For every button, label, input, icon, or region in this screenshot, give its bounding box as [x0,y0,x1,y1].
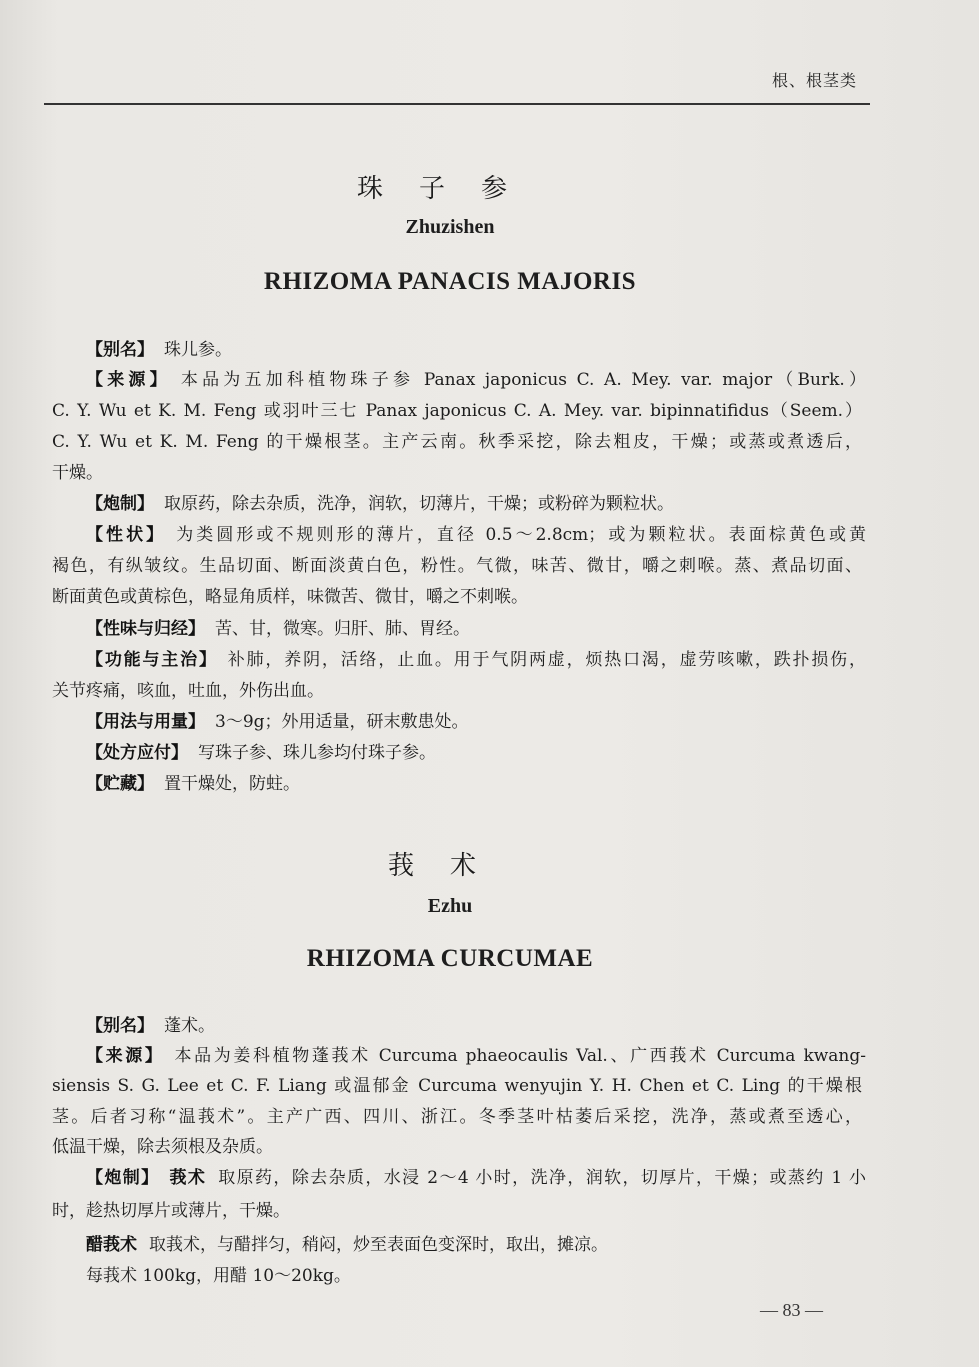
entry-title-cn: 莪术 [387,851,512,881]
section-tag: 【用法与用量】 [86,712,205,732]
function-line-1 [86,648,866,672]
section-text: 苦、甘，微寒。归肝、肺、胃经。 [215,619,470,639]
entry-title-latin: RHIZOMA PANACIS MAJORIS [263,268,637,295]
processing-line-2: 时，趁热切厚片或薄片，干燥。 [52,1201,290,1221]
source-line-3: 茎。后者习称“温莪术”。主产广西、四川、浙江。冬季茎叶枯萎后采挖，洗净，蒸或煮至透心， [52,1107,862,1127]
source-line-1 [86,368,866,392]
section-text: 本品为姜科植物蓬莪术 Curcuma phaeocaulis Val.、广西莪术 Curcuma kwang- [174,1046,867,1066]
processing-line [86,492,866,516]
processing-line-4: 每莪术 100kg，用醋 10～20kg。 [86,1266,351,1286]
source-line-2: siensis S. G. Lee et C. F. Liang 或温郁金 Curcuma wenyujin Y. H. Chen et C. Ling 的干燥根 [52,1076,862,1096]
running-header: 根、根茎类 [771,71,857,90]
source-line-2: C. Y. Wu et K. M. Feng 或羽叶三七 Panax japonicus C. A. Mey. var. bipinnatifidus（Seem.） [52,401,862,421]
entry-title-cn: 珠子参 [356,174,543,204]
section-tag: 【来源】 [86,370,171,390]
section-text: 写珠子参、珠儿参均付珠子参。 [198,743,436,763]
character-line-3: 断面黄色或黄棕色，略显角质样，味微苦、微甘，嚼之不刺喉。 [52,587,528,607]
alias-line [86,338,866,362]
taste-line [86,617,866,641]
entry-title-latin: RHIZOMA CURCUMAE [306,945,594,972]
section-text: 取莪术，与醋拌匀，稍闷，炒至表面色变深时，取出，摊凉。 [149,1235,608,1255]
source-line-1 [86,1044,866,1068]
processing-line-3 [86,1233,866,1257]
processing-line-1 [86,1166,866,1190]
section-tag: 【性状】 [86,525,167,545]
header-rule [44,103,870,105]
section-tag: 【别名】 [86,340,154,360]
section-text: 补肺，养阴，活络，止血。用于气阴两虚，烦热口渴，虚劳咳嗽，跌扑损伤， [227,650,867,670]
page-number: — 83 — [760,1300,823,1320]
entry-title-pinyin: Zhuzishen [405,216,495,238]
section-text: 3～9g；外用适量，研末敷患处。 [215,712,469,732]
section-tag: 【别名】 [86,1016,154,1036]
storage-line [86,772,866,796]
section-text: 珠儿参。 [164,340,232,360]
section-text: 为类圆形或不规则形的薄片，直径 0.5～2.8cm；或为颗粒状。表面棕黄色或黄 [176,525,866,545]
source-line-3: C. Y. Wu et K. M. Feng 的干燥根茎。主产云南。秋季采挖，除去粗皮，干燥；或蒸或煮透后， [52,432,862,452]
processing-subtitle: 莪术 [169,1168,207,1188]
section-tag: 【来源】 [86,1046,165,1066]
section-tag: 【性味与归经】 [86,619,205,639]
prescription-line [86,741,866,765]
source-line-4: 低温干燥，除去须根及杂质。 [52,1137,273,1157]
section-text: 本品为五加科植物珠子参 Panax japonicus C. A. Mey. var. major（Burk.） [180,370,866,390]
section-text: 置干燥处，防蛀。 [164,774,300,794]
source-line-4: 干燥。 [52,463,103,483]
function-line-2: 关节疼痛，咳血，吐血，外伤出血。 [52,681,324,701]
section-tag: 【炮制】 [86,494,154,514]
section-text: 取原药，除去杂质，水浸 2～4 小时，洗净，润软，切厚片，干燥；或蒸约 1 小 [218,1168,867,1188]
character-line-2: 褐色，有纵皱纹。生品切面、断面淡黄白色，粉性。气微，味苦、微甘，嚼之刺喉。蒸、煮品切面、 [52,556,862,576]
section-tag: 【处方应付】 [86,743,188,763]
section-tag: 【贮藏】 [86,774,154,794]
section-tag: 【功能与主治】 [86,650,218,670]
usage-line [86,710,866,734]
entry-title-pinyin: Ezhu [427,895,473,917]
character-line-1 [86,523,866,547]
section-tag: 【炮制】 [86,1168,160,1188]
alias-line [86,1014,866,1038]
section-text: 取原药，除去杂质，洗净，润软，切薄片，干燥；或粉碎为颗粒状。 [164,494,674,514]
processing-subtitle: 醋莪术 [86,1235,137,1255]
section-text: 蓬术。 [164,1016,215,1036]
